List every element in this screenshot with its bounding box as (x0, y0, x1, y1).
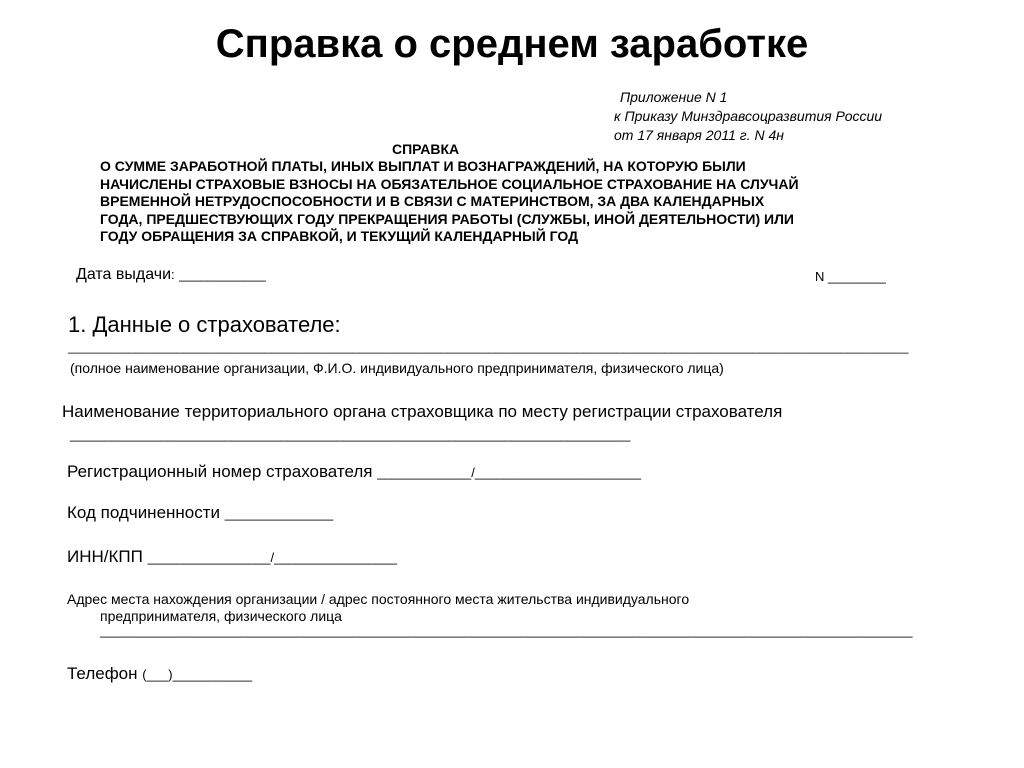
appendix-line-3: от 17 января 2011 г. N 4н (614, 127, 784, 143)
phone-label: Телефон (67, 664, 138, 683)
document-number-field: N ________ (815, 269, 886, 284)
inn-kpp-field (67, 547, 397, 567)
org-name-caption: (полное наименование организации, Ф.И.О. индивидуального предпринимателя, физического лица) (70, 360, 724, 376)
address-label-line-2: предпринимателя, физического лица (100, 608, 342, 624)
inn-kpp-line: _________________/_________________ (147, 550, 398, 565)
territorial-body-label: Наименование территориального органа страховщика по месту регистрации страхователя (62, 402, 783, 421)
registration-number-label: Регистрационный номер страхователя (67, 462, 373, 481)
issue-date-line: ____________ (179, 267, 266, 282)
address-line: ____________________________________________________________________________________________________________________ (100, 624, 913, 638)
subordination-code-line: _______________ (224, 506, 334, 521)
phone-field (67, 664, 252, 684)
appendix-line-2: к Приказу Минздравсоцразвития России (614, 108, 883, 124)
phone-code: (___) (142, 667, 173, 682)
org-name-line: ____________________________________________________________________________________________________________________________ (68, 340, 909, 354)
registration-number-line: _____________/_______________________ (377, 465, 642, 480)
subordination-code-label: Код подчиненности (67, 503, 221, 522)
registration-number-field (67, 462, 641, 482)
subheading-line-2: НАЧИСЛЕНЫ СТРАХОВЫЕ ВЗНОСЫ НА ОБЯЗАТЕЛЬНОЕ СОЦИАЛЬНОЕ СТРАХОВАНИЕ НА СЛУЧАЙ (100, 175, 799, 192)
subheading-line-4: ГОДА, ПРЕДШЕСТВУЮЩИХ ГОДУ ПРЕКРАЩЕНИЯ РАБОТЫ (СЛУЖБЫ, ИНОЙ ДЕЯТЕЛЬНОСТИ) ИЛИ (100, 210, 794, 227)
address-label-line-1: Адрес места нахождения организации / адрес постоянного места жительства индивидуального (67, 591, 690, 607)
territorial-body-line: ________________________________________________________________________________ (70, 428, 631, 442)
subheading-line-3: ВРЕМЕННОЙ НЕТРУДОСПОСОБНОСТИ И В СВЯЗИ С МАТЕРИНСТВОМ, ЗА ДВА КАЛЕНДАРНЫХ (100, 193, 765, 209)
subheading-line-1: О СУММЕ ЗАРАБОТНОЙ ПЛАТЫ, ИНЫХ ВЫПЛАТ И ВОЗНАГРАЖДЕНИЙ, НА КОТОРУЮ БЫЛИ (100, 158, 746, 174)
issue-date-label: Дата выдачи (76, 266, 172, 283)
section-1-title: 1. Данные о страхователе: (68, 312, 341, 337)
appendix-reference (614, 88, 882, 145)
document-heading: СПРАВКА (392, 141, 460, 157)
issue-date-field (76, 266, 266, 284)
subheading-line-5: ГОДУ ОБРАЩЕНИЯ ЗА СПРАВКОЙ, И ТЕКУЩИЙ КАЛЕНДАРНЫЙ ГОД (100, 228, 579, 244)
phone-line: ___________ (172, 667, 253, 682)
document-subheading (100, 158, 980, 246)
subordination-code-field (67, 503, 333, 523)
appendix-line-1: Приложение N 1 (620, 89, 728, 105)
inn-kpp-label: ИНН/КПП (67, 547, 143, 566)
issue-date-colon: : (171, 267, 175, 282)
page-title: Справка о среднем заработке (215, 22, 809, 66)
